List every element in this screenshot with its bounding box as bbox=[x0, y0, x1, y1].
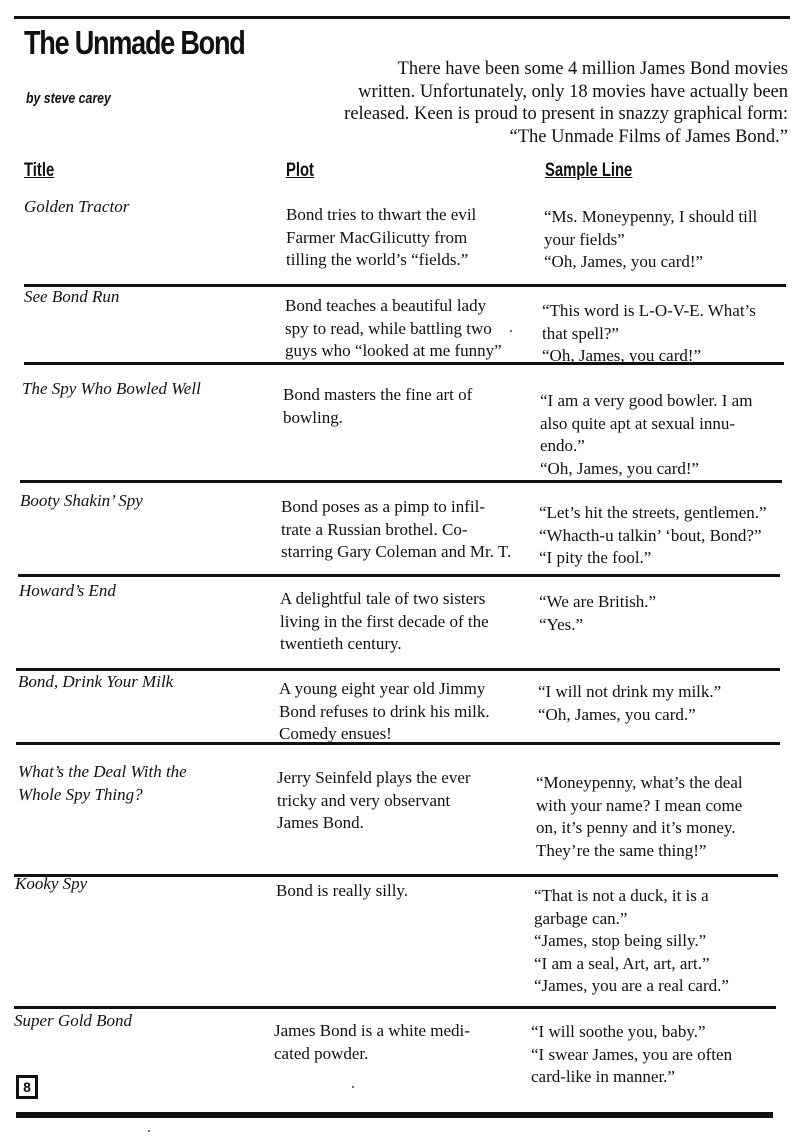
movie-title-line: Booty Shakin’ Spy bbox=[20, 491, 143, 510]
movie-sample-line-line: “Oh, James, you card!” bbox=[542, 346, 702, 365]
movie-sample-line-line: “James, stop being silly.” bbox=[534, 931, 707, 950]
movie-plot-line: Bond is really silly. bbox=[276, 881, 409, 900]
column-header-sample-line: Sample Line bbox=[545, 160, 633, 181]
intro-line: written. Unfortunately, only 18 movies have actually been bbox=[358, 81, 788, 102]
intro-line: released. Keen is proud to present in snazzy graphical form: bbox=[344, 104, 788, 124]
movie-sample-line-line: your fields” bbox=[544, 229, 625, 249]
movie-sample-line bbox=[531, 1021, 781, 1089]
movie-sample-line-line: on, it’s penny and it’s money. bbox=[536, 818, 736, 837]
movie-sample-line-line: “Yes.” bbox=[539, 614, 584, 634]
row-divider bbox=[14, 1006, 776, 1009]
movie-plot-line: bowling. bbox=[283, 407, 343, 427]
movie-plot-line: Farmer MacGilicutty from bbox=[286, 227, 468, 247]
movie-title-line: Bond, Drink Your Milk bbox=[18, 672, 174, 691]
movie-title-line: What’s the Deal With the bbox=[18, 762, 187, 781]
movie-plot-line: Bond refuses to drink his milk. bbox=[279, 701, 490, 721]
movie-plot-line: Bond masters the fine art of bbox=[283, 385, 473, 404]
movie-plot bbox=[274, 1020, 514, 1065]
movie-title-line: Kooky Spy bbox=[15, 874, 88, 893]
movie-sample-line-line: “Oh, James, you card!” bbox=[544, 252, 704, 271]
row-divider bbox=[20, 480, 782, 483]
movie-plot-line: Jerry Seinfeld plays the ever bbox=[277, 768, 471, 787]
scan-speck bbox=[148, 1130, 150, 1132]
movie-plot bbox=[277, 767, 517, 835]
movie-title-line: Howard’s End bbox=[19, 581, 116, 600]
movie-title bbox=[22, 378, 201, 401]
movie-title bbox=[14, 1010, 132, 1033]
page-number: 8 bbox=[16, 1075, 38, 1099]
movie-sample-line-line: that spell?” bbox=[542, 323, 619, 343]
movie-sample-line-line: “That is not a duck, it is a bbox=[534, 886, 709, 905]
row-divider bbox=[24, 362, 784, 365]
movie-plot bbox=[281, 496, 521, 564]
movie-sample-line-line: “I will soothe you, baby.” bbox=[531, 1022, 706, 1041]
movie-plot-line: Bond tries to thwart the evil bbox=[286, 205, 477, 224]
movie-sample-line-line: “I pity the fool.” bbox=[539, 548, 652, 567]
article-title: The Unmade Bond bbox=[24, 24, 245, 61]
movie-sample-line-line: “I swear James, you are often bbox=[531, 1044, 733, 1064]
movie-plot-line: cated powder. bbox=[274, 1043, 369, 1063]
row-divider bbox=[14, 874, 778, 877]
movie-sample-line-line: “We are British.” bbox=[539, 592, 657, 611]
row-divider bbox=[18, 574, 780, 577]
movie-plot-line: trate a Russian brothel. Co- bbox=[281, 519, 468, 539]
top-rule bbox=[14, 16, 790, 19]
movie-plot-line: tilling the world’s “fields.” bbox=[286, 250, 469, 269]
movie-plot bbox=[285, 295, 525, 363]
movie-sample-line bbox=[539, 591, 789, 636]
bottom-rule bbox=[16, 1112, 773, 1118]
movie-sample-line-line: “Moneypenny, what’s the deal bbox=[536, 773, 743, 792]
movie-plot-line: James Bond is a white medi- bbox=[274, 1021, 470, 1040]
intro-line: There have been some 4 million James Bond movies bbox=[397, 59, 788, 79]
movie-sample-line-line: with your name? I mean come bbox=[536, 795, 743, 815]
movie-title-line: Super Gold Bond bbox=[14, 1011, 133, 1030]
movie-sample-line-line: “Oh, James, you card!” bbox=[540, 458, 700, 478]
intro-paragraph bbox=[268, 58, 788, 148]
movie-title bbox=[19, 580, 116, 603]
movie-sample-line-line: “I will not drink my milk.” bbox=[538, 682, 722, 701]
movie-plot-line: twentieth century. bbox=[280, 634, 402, 653]
movie-title-line: See Bond Run bbox=[24, 287, 120, 306]
movie-sample-line-line: “This word is L-O-V-E. What’s bbox=[542, 301, 756, 320]
scan-speck bbox=[352, 1086, 354, 1088]
column-header-plot: Plot bbox=[286, 160, 314, 181]
movie-plot-line: spy to read, while battling two bbox=[285, 318, 492, 338]
movie-title-line: Whole Spy Thing? bbox=[18, 784, 143, 804]
movie-plot-line: A young eight year old Jimmy bbox=[279, 679, 486, 698]
movie-title-line: The Spy Who Bowled Well bbox=[22, 379, 201, 398]
movie-plot-line: tricky and very observant bbox=[277, 790, 451, 810]
movie-sample-line-line: also quite apt at sexual innu- bbox=[540, 413, 735, 433]
movie-sample-line-line: “Oh, James, you card.” bbox=[538, 704, 696, 724]
movie-plot-line: Bond teaches a beautiful lady bbox=[285, 296, 487, 315]
movie-sample-line bbox=[534, 885, 784, 998]
movie-sample-line bbox=[542, 300, 792, 368]
movie-title bbox=[18, 761, 187, 806]
movie-sample-line-line: “I am a very good bowler. I am bbox=[540, 391, 753, 410]
movie-sample-line-line: “Whacth-u talkin’ ‘bout, Bond?” bbox=[539, 525, 762, 545]
movie-plot-line: Bond poses as a pimp to infil- bbox=[281, 497, 485, 516]
movie-sample-line-line: garbage can.” bbox=[534, 908, 628, 928]
movie-plot-line: A delightful tale of two sisters bbox=[280, 589, 486, 608]
movie-sample-line bbox=[544, 206, 794, 274]
movie-title bbox=[18, 671, 173, 694]
row-divider bbox=[24, 284, 786, 287]
movie-sample-line-line: “Ms. Moneypenny, I should till bbox=[544, 207, 758, 226]
movie-sample-line-line: “James, you are a real card.” bbox=[534, 976, 729, 995]
movie-sample-line bbox=[539, 502, 789, 570]
movie-plot bbox=[280, 588, 520, 656]
movie-plot bbox=[286, 204, 526, 272]
column-header-title: Title bbox=[24, 160, 55, 181]
movie-title-line: Golden Tractor bbox=[24, 197, 130, 216]
intro-line: “The Unmade Films of James Bond.” bbox=[509, 126, 788, 147]
movie-title bbox=[15, 873, 87, 896]
byline: by steve carey bbox=[26, 90, 111, 107]
movie-title bbox=[24, 196, 129, 219]
movie-sample-line-line: “I am a seal, Art, art, art.” bbox=[534, 953, 710, 973]
movie-title bbox=[24, 286, 119, 309]
movie-sample-line-line: card-like in manner.” bbox=[531, 1067, 675, 1086]
movie-plot bbox=[276, 880, 516, 903]
movie-plot-line: Comedy ensues! bbox=[279, 724, 392, 743]
movie-plot-line: starring Gary Coleman and Mr. T. bbox=[281, 542, 512, 561]
movie-sample-line-line: endo.” bbox=[540, 436, 585, 455]
movie-sample-line-line: They’re the same thing!” bbox=[536, 840, 707, 860]
movie-sample-line bbox=[538, 681, 788, 726]
movie-sample-line-line: “Let’s hit the streets, gentlemen.” bbox=[539, 503, 767, 522]
row-divider bbox=[16, 742, 780, 745]
movie-plot bbox=[279, 678, 519, 746]
movie-title bbox=[20, 490, 143, 513]
movie-plot-line: James Bond. bbox=[277, 813, 364, 832]
movie-plot-line: living in the first decade of the bbox=[280, 611, 489, 631]
movie-plot-line: guys who “looked at me funny” bbox=[285, 341, 502, 360]
movie-plot bbox=[283, 384, 523, 429]
movie-sample-line bbox=[540, 390, 790, 480]
movie-sample-line bbox=[536, 772, 786, 862]
scan-speck bbox=[510, 330, 512, 332]
